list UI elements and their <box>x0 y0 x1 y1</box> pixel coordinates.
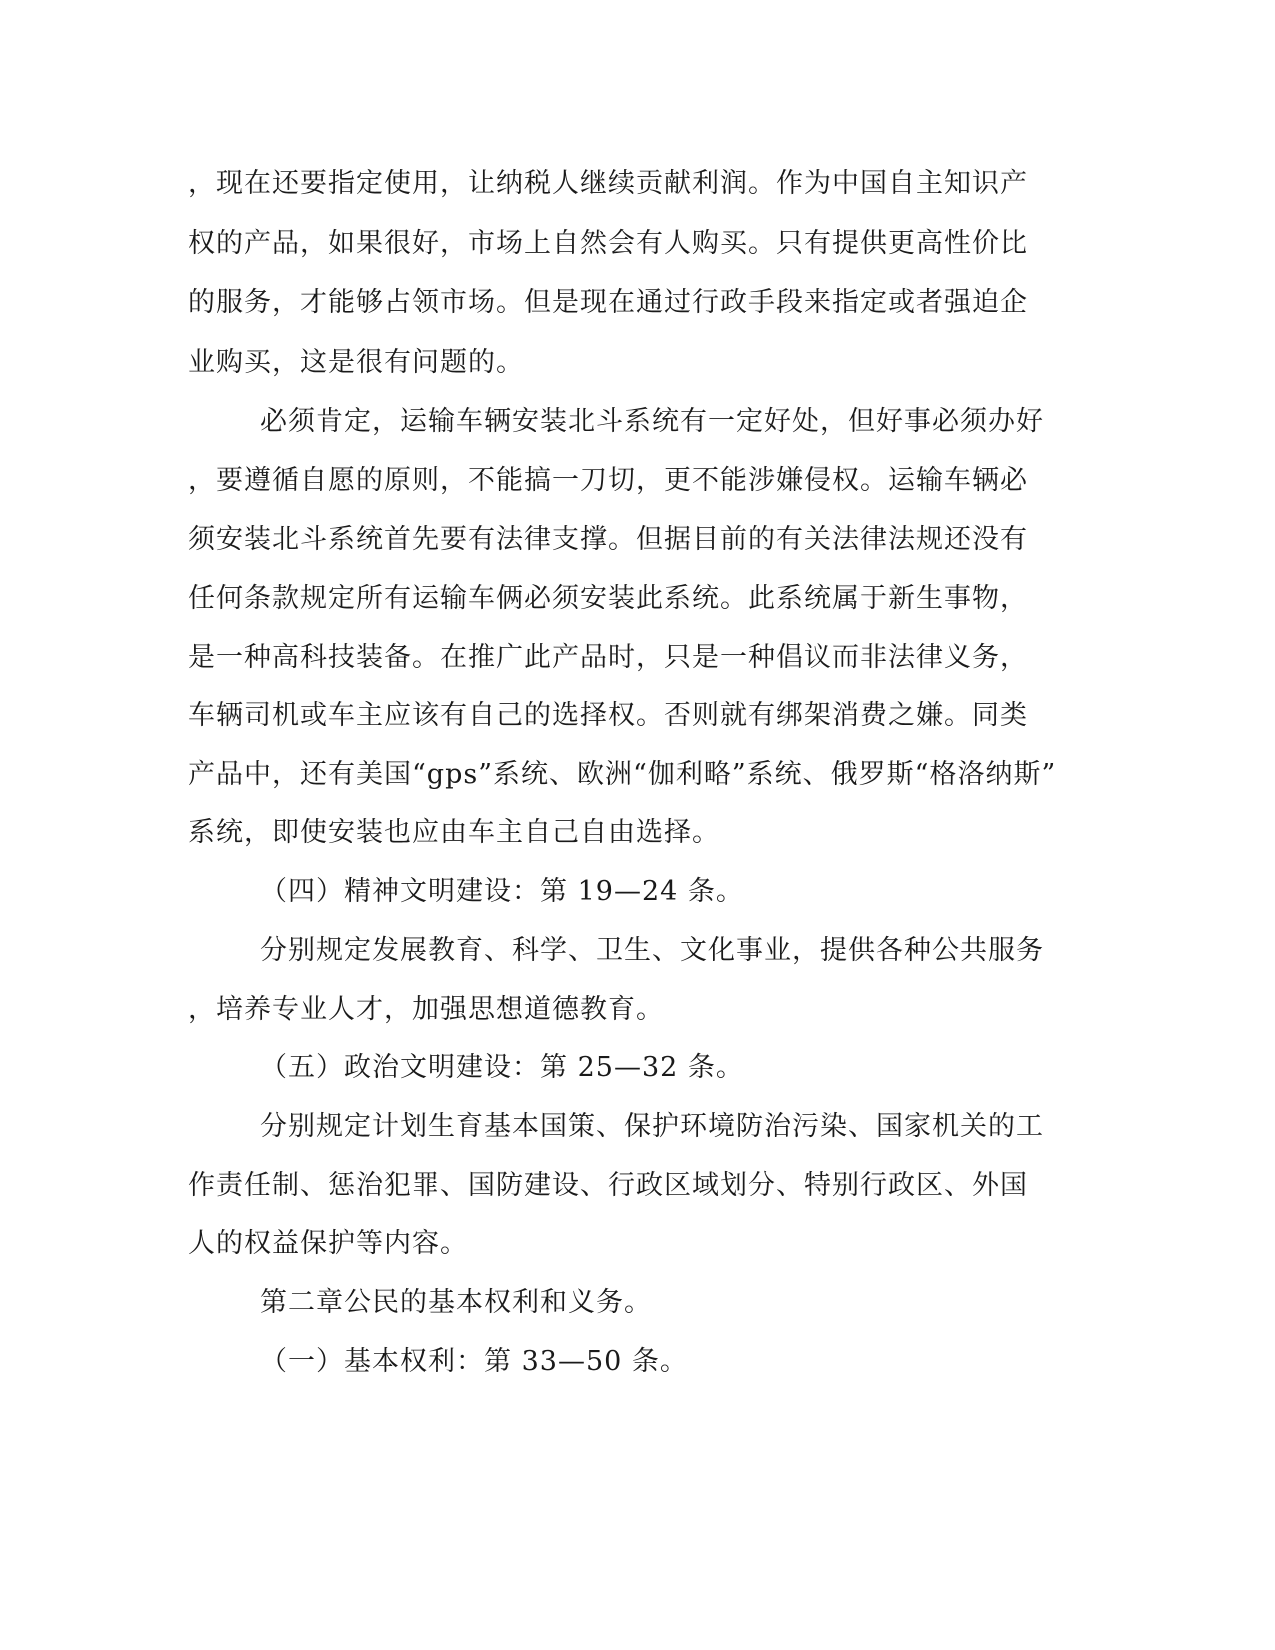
paragraph-start-line: 分别规定发展教育、科学、卫生、文化事业，提供各种公共服务 <box>260 935 1044 966</box>
text-line: 作责任制、惩治犯罪、国防建设、行政区域划分、特别行政区、外国 <box>188 1170 1028 1201</box>
text-line: 任何条款规定所有运输车俩必须安装此系统。此系统属于新生事物， <box>188 583 1028 614</box>
text-line: 系统，即使安装也应由车主自己自由选择。 <box>188 817 720 848</box>
section-heading: （五）政治文明建设：第 25—32 条。 <box>260 1052 744 1083</box>
text-line: 人的权益保护等内容。 <box>188 1228 468 1259</box>
text-line: ，培养专业人才，加强思想道德教育。 <box>188 994 664 1025</box>
chapter-heading: 第二章公民的基本权利和义务。 <box>260 1287 652 1318</box>
paragraph-start-line: 必须肯定，运输车辆安装北斗系统有一定好处，但好事必须办好 <box>260 406 1044 437</box>
text-line: 的服务，才能够占领市场。但是现在通过行政手段来指定或者强迫企 <box>188 287 1028 318</box>
text-line: 权的产品，如果很好，市场上自然会有人购买。只有提供更高性价比 <box>188 228 1028 259</box>
text-line: 是一种高科技装备。在推广此产品时，只是一种倡议而非法律义务， <box>188 642 1028 673</box>
paragraph-start-line: 分别规定计划生育基本国策、保护环境防治污染、国家机关的工 <box>260 1111 1044 1142</box>
text-line: 车辆司机或车主应该有自己的选择权。否则就有绑架消费之嫌。同类 <box>188 700 1028 731</box>
text-line: 须安装北斗系统首先要有法律支撑。但据目前的有关法律法规还没有 <box>188 524 1028 555</box>
section-heading: （一）基本权利：第 33—50 条。 <box>260 1346 688 1377</box>
text-line: 产品中，还有美国“gps”系统、欧洲“伽利略”系统、俄罗斯“格洛纳斯” <box>188 759 1057 790</box>
text-line: ，要遵循自愿的原则，不能搞一刀切，更不能涉嫌侵权。运输车辆必 <box>188 465 1028 496</box>
text-line: 业购买，这是很有问题的。 <box>188 347 524 378</box>
text-line: ，现在还要指定使用，让纳税人继续贡献利润。作为中国自主知识产 <box>188 168 1028 199</box>
section-heading: （四）精神文明建设：第 19—24 条。 <box>260 876 744 907</box>
